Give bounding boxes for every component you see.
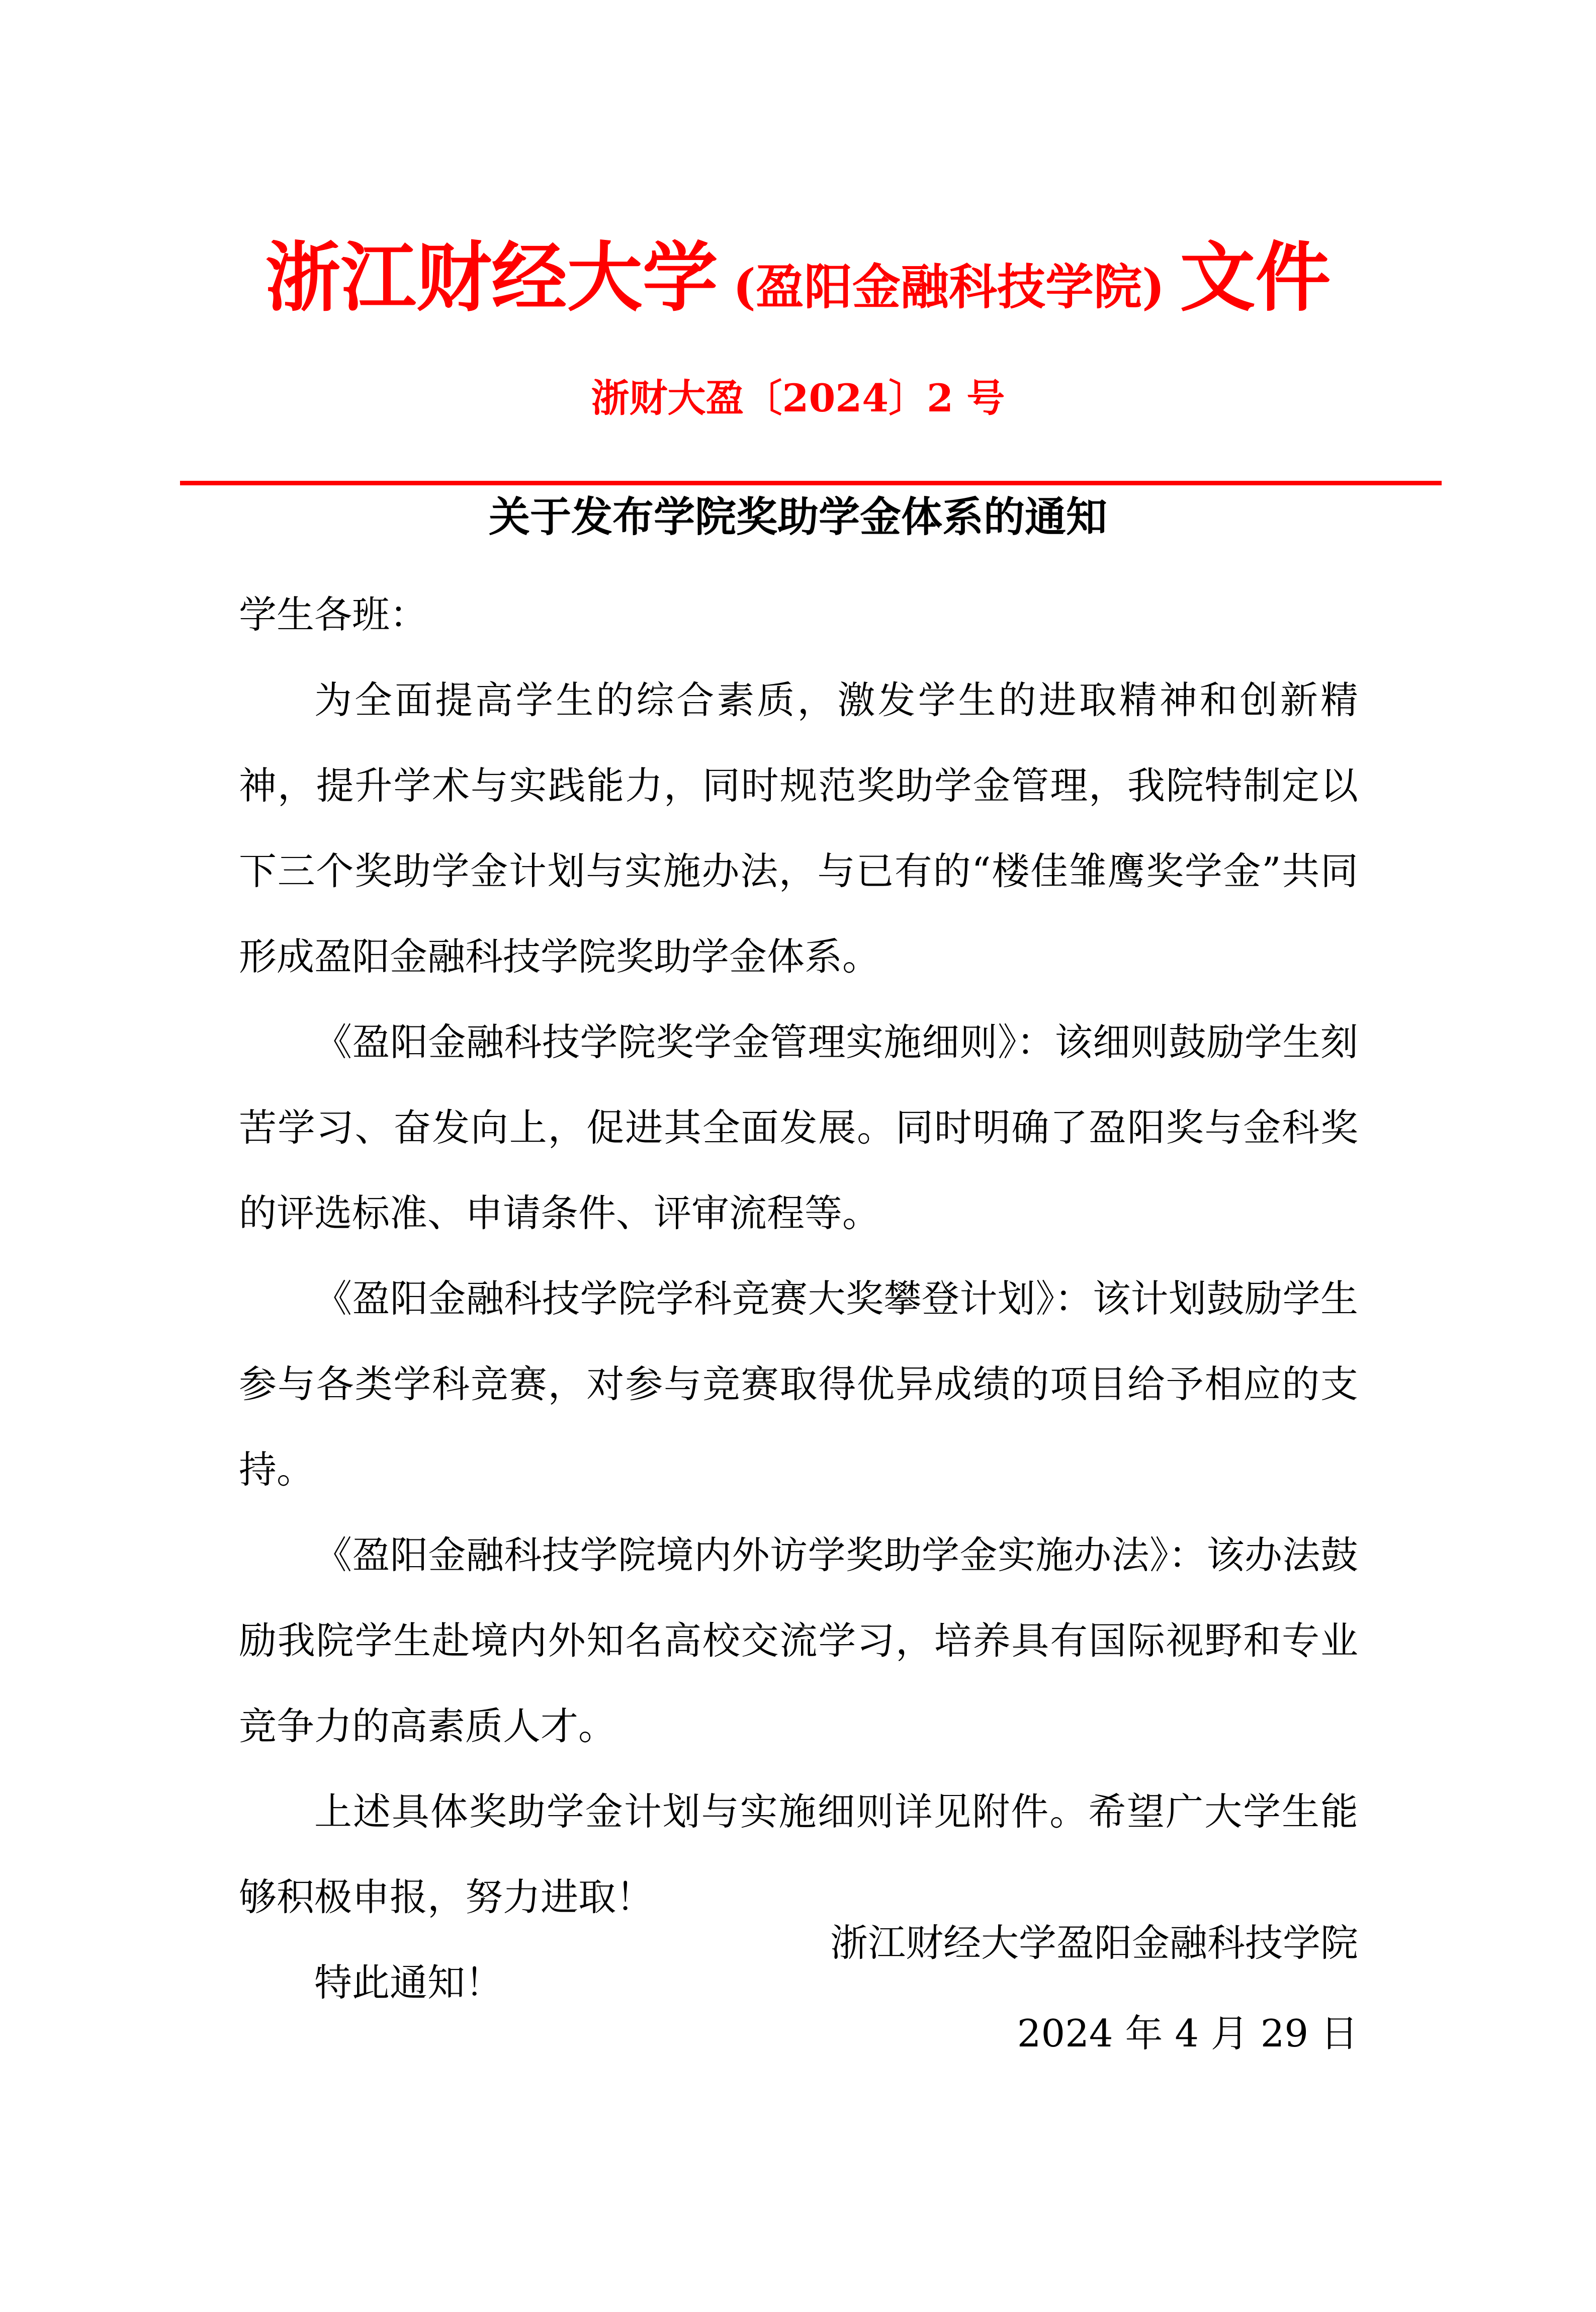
salutation: 学生各班： — [239, 592, 428, 637]
masthead-org-subname: (盈阳金融科技学院) — [733, 259, 1165, 315]
body-paragraph: 《盈阳金融科技学院学科竞赛大奖攀登计划》：该计划鼓励学生参与各类学科竞赛，对参与竞赛取得优异成绩的项目给予相应的支持。 — [239, 1276, 1358, 1492]
body-paragraph: 上述具体奖助学金计划与实施细则详见附件。希望广大学生能够积极申报，努力进取！ — [239, 1789, 1358, 1919]
notice-body — [239, 572, 1358, 2025]
masthead-org-name: 浙江财经大学 — [265, 233, 718, 322]
body-paragraph: 为全面提高学生的综合素质，激发学生的进取精神和创新精神，提升学术与实践能力，同时规范奖助学金管理，我院特制定以下三个奖助学金计划与实施办法，与已有的“楼佳雏鹰奖学金”共同形成盈阳金融科技学院奖助学金体系。 — [239, 678, 1358, 979]
closing-phrase: 特此通知！ — [314, 1960, 503, 2005]
body-paragraph: 《盈阳金融科技学院境内外访学奖助学金实施办法》：该办法鼓励我院学生赴境内外知名高校交流学习，培养具有国际视野和专业竞争力的高素质人才。 — [239, 1533, 1358, 1748]
red-separator-rule — [180, 481, 1442, 485]
signature-date: 2024 年 4 月 29 日 — [1017, 2011, 1358, 2056]
doc-number: 浙财大盈〔2024〕2 号 — [591, 376, 1005, 420]
masthead-doc-word: 文件 — [1180, 233, 1331, 322]
body-paragraph: 《盈阳金融科技学院奖学金管理实施细则》：该细则鼓励学生刻苦学习、奋发向上，促进其全面发展。同时明确了盈阳奖与金科奖的评选标准、申请条件、评审流程等。 — [239, 1020, 1358, 1235]
signature-org: 浙江财经大学盈阳金融科技学院 — [830, 1921, 1358, 1965]
masthead-title — [0, 232, 1596, 323]
notice-subject-title: 关于发布学院奖助学金体系的通知 — [488, 493, 1107, 541]
